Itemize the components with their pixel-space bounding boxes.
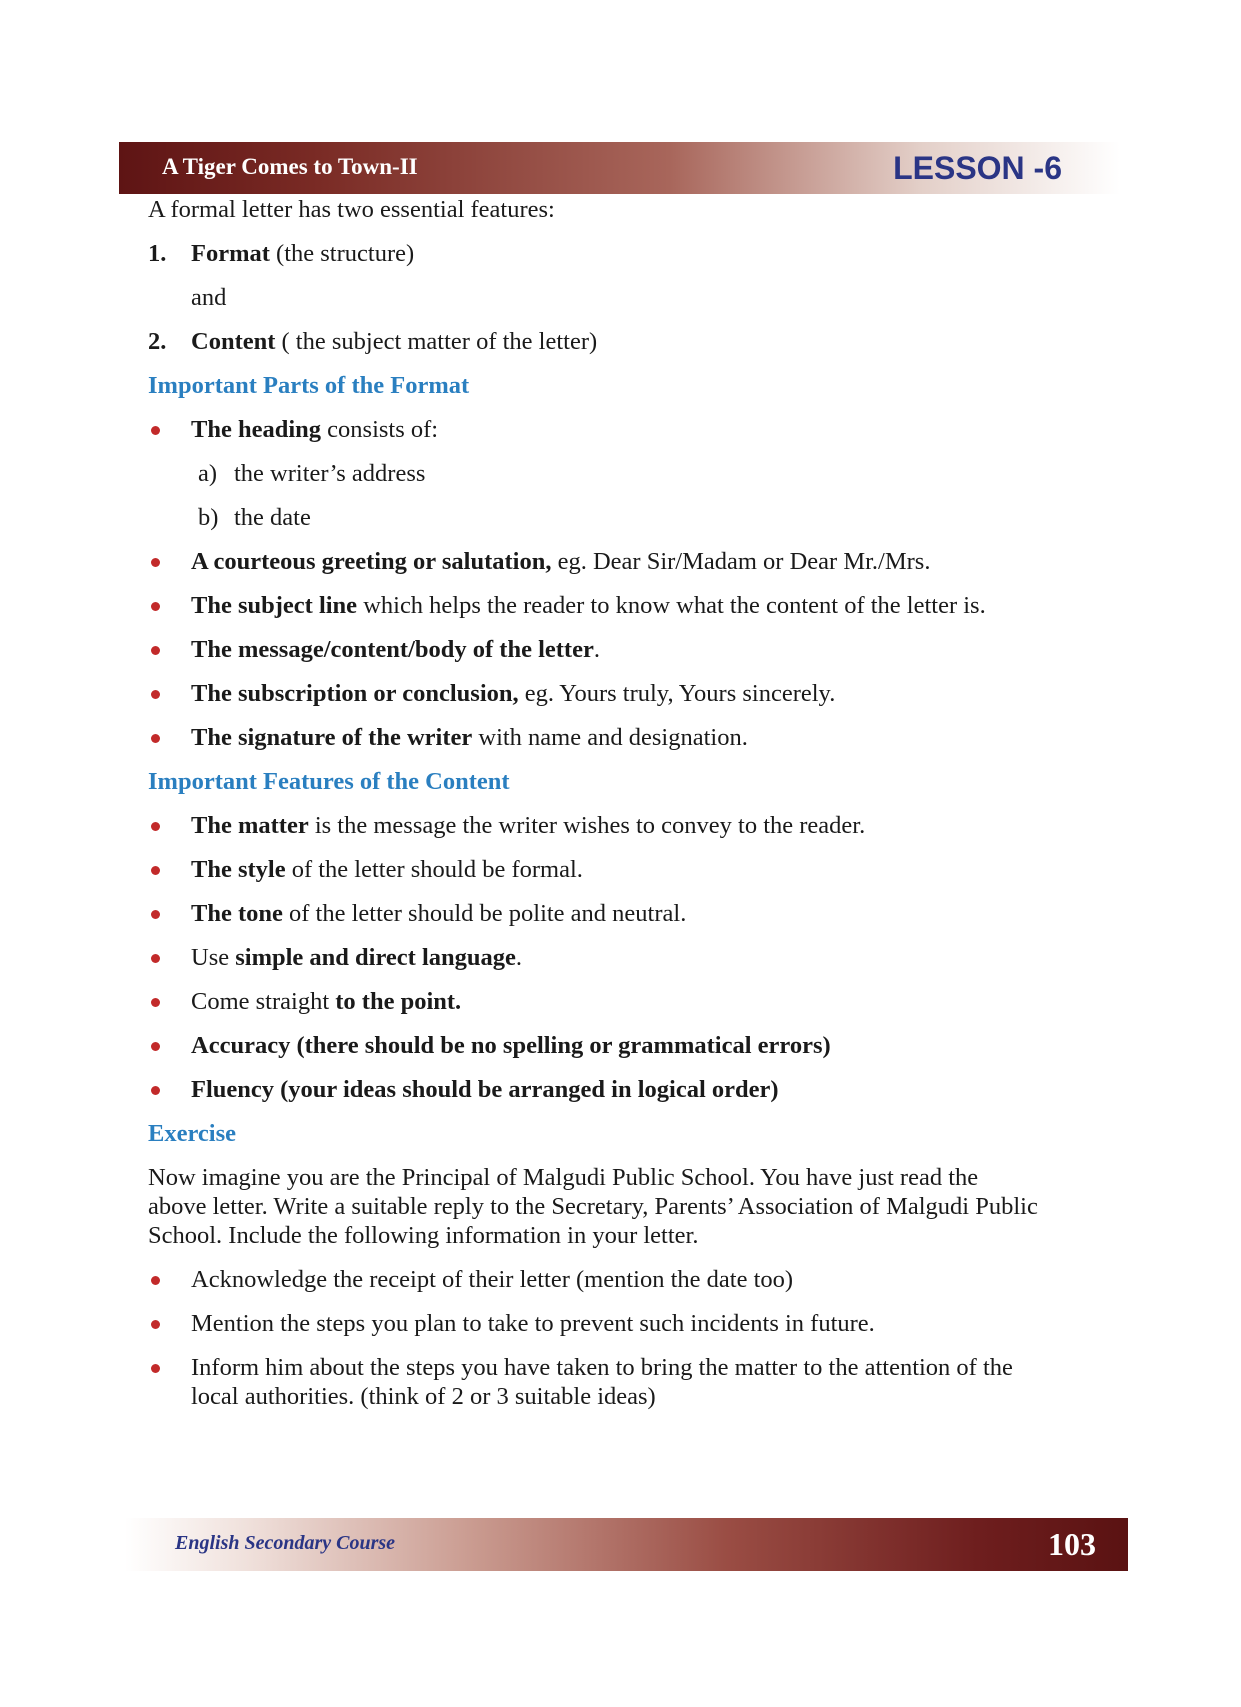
exercise-paragraph-line: above letter. Write a suitable reply to the Secretary, Parents’ Association of Malgudi Public: [148, 1193, 1038, 1220]
feature-number: 2.: [148, 328, 167, 355]
item-bold: The matter: [191, 812, 309, 839]
item-text: .: [593, 636, 600, 663]
item-bold: simple and direct language: [235, 944, 516, 971]
intro-text: A formal letter has two essential features:: [148, 196, 555, 223]
bullet-icon: [151, 1320, 160, 1329]
item-text: of the letter should be formal.: [285, 856, 583, 883]
bullet-icon: [151, 734, 160, 743]
item-bold: The style: [191, 856, 286, 883]
chapter-title: A Tiger Comes to Town-II: [162, 154, 418, 179]
bullet-icon: [151, 1364, 160, 1373]
item-bold: The subscription or conclusion,: [191, 680, 519, 707]
footer-bar: [125, 1518, 1128, 1571]
bullet-icon: [151, 426, 160, 435]
item-text: .: [515, 944, 522, 971]
item-text: of the letter should be polite and neutral.: [282, 900, 687, 927]
bullet-icon: [151, 998, 160, 1007]
item-bold: The signature of the writer: [191, 724, 473, 751]
item-bold: Fluency (your ideas should be arranged in logical order): [191, 1076, 779, 1103]
bullet-icon: [151, 690, 160, 699]
item-bold: The subject line: [191, 592, 358, 619]
lesson-label: LESSON -6: [893, 150, 1062, 186]
item-text: local authorities. (think of 2 or 3 suitable ideas): [191, 1383, 656, 1410]
feature-text: (the structure): [269, 240, 415, 267]
item-bold: The message/content/body of the letter: [191, 636, 594, 663]
exercise-paragraph-line: Now imagine you are the Principal of Malgudi Public School. You have just read the: [148, 1164, 979, 1191]
feature-text: ( the subject matter of the letter): [275, 328, 598, 355]
item-text: Mention the steps you plan to take to prevent such incidents in future.: [191, 1310, 875, 1337]
content-heading: Important Features of the Content: [148, 768, 510, 795]
sub-item-label: a): [198, 460, 218, 487]
item-bold: The heading: [191, 416, 322, 443]
item-text: is the message the writer wishes to convey to the reader.: [308, 812, 866, 839]
page-number: 103: [1048, 1526, 1096, 1562]
item-text: with name and designation.: [472, 724, 748, 751]
feature-bold: Format: [191, 240, 270, 267]
course-title: English Secondary Course: [175, 1532, 396, 1554]
bullet-icon: [151, 558, 160, 567]
bullet-icon: [151, 1276, 160, 1285]
bullet-icon: [151, 646, 160, 655]
bullet-icon: [151, 602, 160, 611]
item-pre: Come straight: [191, 988, 336, 1015]
item-text: which helps the reader to know what the content of the letter is.: [357, 592, 986, 619]
exercise-paragraph-line: School. Include the following information in your letter.: [148, 1222, 699, 1249]
sub-item-text: the date: [234, 504, 311, 531]
item-text: Inform him about the steps you have taken to bring the matter to the attention of the: [191, 1354, 1013, 1381]
bullet-icon: [151, 1086, 160, 1095]
item-text: eg. Dear Sir/Madam or Dear Mr./Mrs.: [551, 548, 931, 575]
exercise-heading: Exercise: [148, 1120, 236, 1147]
item-bold: Accuracy (there should be no spelling or grammatical errors): [191, 1032, 831, 1059]
sub-item-text: the writer’s address: [234, 460, 426, 487]
bullet-icon: [151, 822, 160, 831]
item-text: Acknowledge the receipt of their letter (mention the date too): [191, 1266, 794, 1293]
item-bold: The tone: [191, 900, 283, 927]
sub-item-label: b): [198, 504, 219, 531]
format-heading: Important Parts of the Format: [148, 372, 470, 399]
item-pre: Use: [191, 944, 236, 971]
feature-connector: and: [191, 284, 227, 311]
bullet-icon: [151, 866, 160, 875]
bullet-icon: [151, 910, 160, 919]
bullet-icon: [151, 1042, 160, 1051]
item-bold: A courteous greeting or salutation,: [191, 548, 552, 575]
feature-number: 1.: [148, 240, 167, 267]
header-bar: [119, 142, 1120, 194]
item-bold: to the point.: [335, 988, 462, 1015]
feature-bold: Content: [191, 328, 276, 355]
bullet-icon: [151, 954, 160, 963]
item-text: eg. Yours truly, Yours sincerely.: [518, 680, 836, 707]
item-text: consists of:: [321, 416, 439, 443]
